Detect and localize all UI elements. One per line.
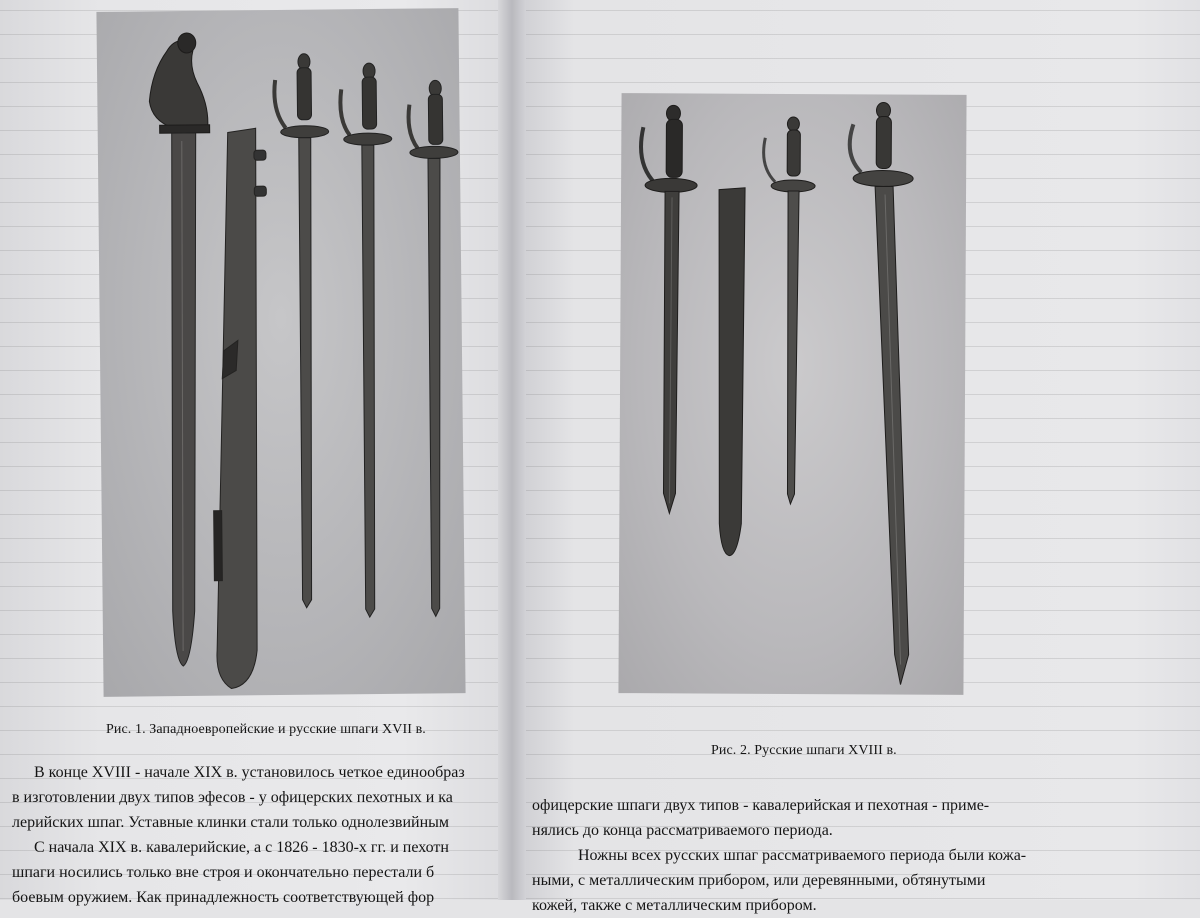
figure-2-swords xyxy=(618,93,966,695)
left-paragraph xyxy=(12,760,506,910)
text-line: С начала XIX в. кавалерийские, а с 1826 - 1830-х гг. и пехотн xyxy=(34,839,449,856)
text-line: лерийских шпаг. Уставные клинки стали только однолезвийным xyxy=(12,814,450,831)
text-line: в изготовлении двух типов эфесов - у офицерских пехотных и ка xyxy=(12,789,453,806)
figure-1-photo xyxy=(96,8,465,697)
sword-4 xyxy=(340,63,397,618)
right-paragraph xyxy=(532,793,1026,918)
figure-1-swords xyxy=(96,8,465,697)
sword-d xyxy=(847,102,914,684)
text-line: ными, с металлическим прибором, или деревянными, обтянутыми xyxy=(532,872,986,889)
text-line: боевым оружием. Как принадлежность соответствующей фор xyxy=(12,889,435,906)
text-line: В конце XVIII - начале XIX в. установилось четкое единообраз xyxy=(34,764,465,781)
sword-3 xyxy=(274,53,334,608)
sword-a xyxy=(639,105,697,513)
figure-2-photo xyxy=(618,93,966,695)
text-line: офицерские шпаги двух типов - кавалерийская и пехотная - приме- xyxy=(532,797,990,814)
figure-2-caption: Рис. 2. Русские шпаги XVIII в. xyxy=(711,743,897,758)
sword-basket-hilt xyxy=(149,33,216,667)
text-line: Ножны всех русских шпаг рассматриваемого периода были кожа- xyxy=(578,847,1027,864)
sword-c xyxy=(762,117,816,504)
text-line: нялись до конца рассматриваемого периода. xyxy=(532,822,833,839)
scabbard-1 xyxy=(210,128,272,689)
scabbard-2 xyxy=(717,188,745,556)
figure-1-caption: Рис. 1. Западноевропейские и русские шпаги XVII в. xyxy=(106,722,426,737)
text-line: шпаги носились только вне строя и окончательно перестали б xyxy=(12,864,435,881)
text-line: кожей, также с металлическим прибором. xyxy=(532,897,817,914)
sword-5 xyxy=(408,80,463,616)
